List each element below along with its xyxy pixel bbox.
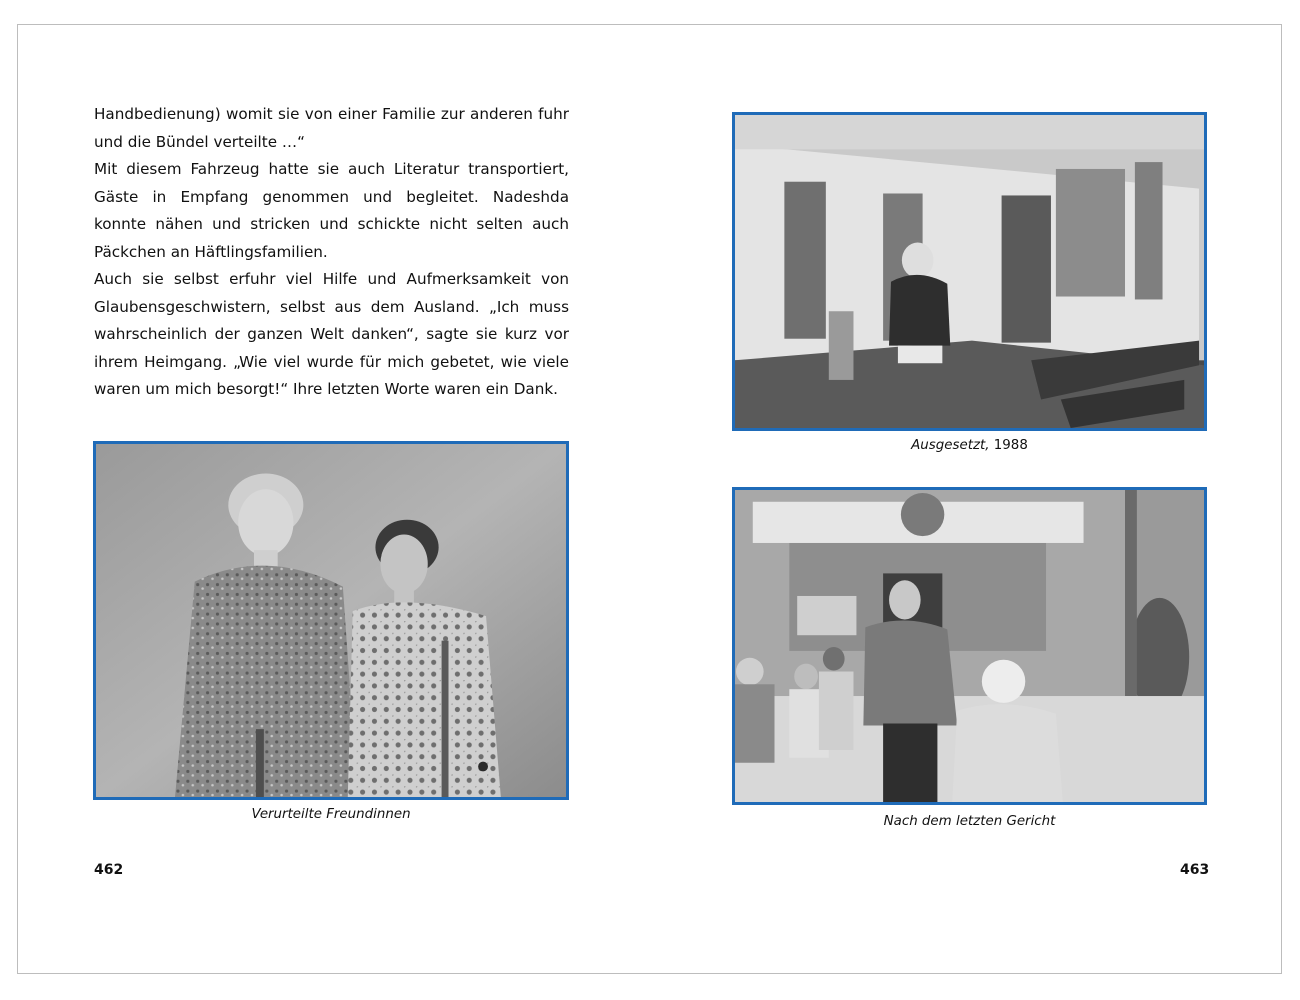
- caption-friends: Verurteilte Freundinnen: [251, 807, 411, 822]
- page-number-right: 463: [1180, 862, 1210, 878]
- caption-exposed-text: Ausgesetzt,: [911, 438, 994, 453]
- page-number-left: 462: [94, 862, 124, 878]
- photo-exposed: [732, 112, 1207, 431]
- photo-friends: [93, 441, 569, 800]
- caption-exposed: [732, 438, 1207, 453]
- paragraph-2: Mit diesem Fahrzeug hatte sie auch Literatur transportiert, Gäste in Empfang genommen und begleitet. Nadeshda konnte nähen und stricken und schickte nicht selten auch Päckchen an Häftlingsfamilien.: [94, 160, 569, 261]
- paragraph-1: Handbedienung) womit sie von einer Familie zur anderen fuhr und die Bündel verteilte …“: [94, 105, 569, 151]
- caption-last-court: Nach dem letzten Gericht: [883, 814, 1056, 829]
- body-text: [94, 101, 569, 404]
- photo-last-court: [732, 487, 1207, 805]
- paragraph-3: Auch sie selbst erfuhr viel Hilfe und Aufmerksamkeit von Glaubensgeschwistern, selbst aus dem Ausland. „Ich muss wahrscheinlich der ganzen Welt danken“, sagte sie kurz vor ihrem Heimgang. „Wie viel wurde für mich gebetet, wie viele waren um mich besorgt!“ Ihre letzten Worte waren ein Dank.: [94, 270, 569, 398]
- caption-exposed-year: 1988: [993, 438, 1028, 453]
